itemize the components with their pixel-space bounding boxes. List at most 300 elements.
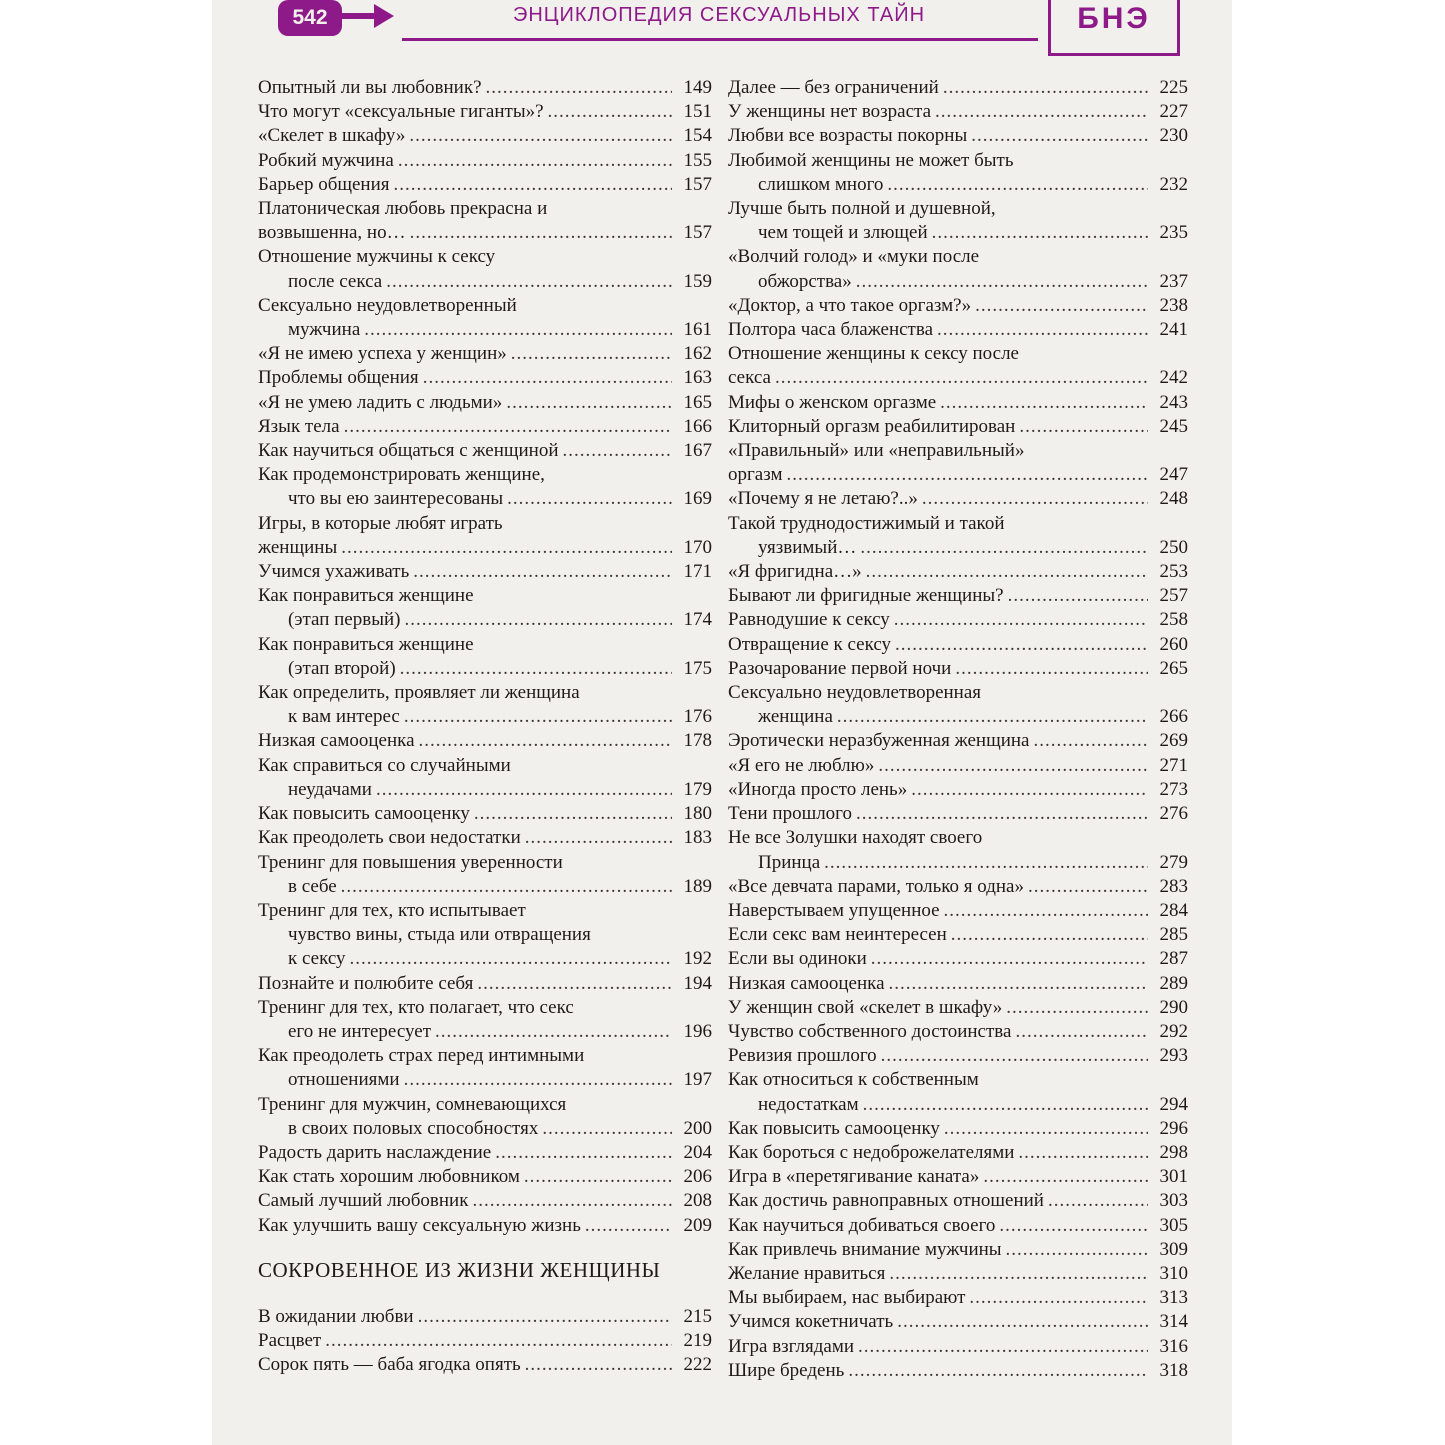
toc-entry-row (728, 996, 1188, 1020)
toc-entry (258, 173, 712, 197)
dot-leader (863, 1093, 1148, 1117)
toc-entry-title: Как преодолеть свои недостатки (258, 827, 521, 849)
toc-entry-row (258, 366, 712, 390)
toc-entry-title-line: Как понравиться женщине (258, 585, 474, 607)
toc-entry (258, 584, 712, 632)
toc-entry-title-line: Как справиться со случайными (258, 754, 511, 776)
toc-entry (728, 633, 1188, 657)
toc-entry-title: Эротически неразбуженная женщина (728, 730, 1030, 752)
toc-entry-title: Учимся ухаживать (258, 561, 410, 583)
toc-entry-title: Шире бредень (728, 1359, 845, 1381)
dot-leader (325, 1329, 672, 1353)
dot-leader (376, 778, 672, 802)
toc-entry-title: Наверстываем упущенное (728, 899, 940, 921)
toc-entry-row (728, 947, 1188, 971)
toc-entry-page: 230 (1159, 125, 1188, 147)
toc-entry-row (728, 1141, 1188, 1165)
toc-entry-page: 196 (683, 1020, 712, 1042)
toc-entry-title: Клиторный оргазм реабилитирован (728, 415, 1016, 437)
toc-entry (728, 1286, 1188, 1310)
toc-entry (258, 826, 712, 850)
dot-leader (878, 754, 1148, 778)
toc-entry-page: 289 (1159, 972, 1188, 994)
toc-entry-title: возвышенна, но… (258, 222, 406, 244)
toc-entry-title: Низкая самооценка (258, 730, 415, 752)
toc-entry-page: 179 (683, 778, 712, 800)
toc-entry-title: Разочарование первой ночи (728, 657, 952, 679)
dot-leader (775, 366, 1148, 390)
dot-leader (955, 657, 1148, 681)
toc-entry-title: Если вы одиноки (728, 948, 867, 970)
toc-entry-page: 273 (1159, 778, 1188, 800)
toc-entry-title: Бывают ли фригидные женщины? (728, 585, 1004, 607)
dot-leader (969, 1286, 1148, 1310)
toc-entry-title: Опытный ли вы любовник? (258, 77, 482, 98)
toc-entry-row (258, 972, 712, 996)
toc-entry-page: 209 (683, 1214, 712, 1236)
toc-entry-title: Ревизия прошлого (728, 1045, 877, 1067)
dot-leader (889, 1262, 1148, 1286)
dot-leader (495, 1141, 672, 1165)
toc-entry-title-line: Как определить, проявляет ли женщина (258, 682, 580, 704)
dot-leader (486, 76, 672, 100)
toc-entry-row (728, 657, 1188, 681)
dot-leader (525, 826, 672, 850)
dot-leader (894, 608, 1148, 632)
toc-entry-title: «Я фригидна…» (728, 561, 862, 583)
toc-entry-row (258, 802, 712, 826)
toc-entry-title: чем тощей и злющей (758, 222, 928, 244)
toc-entry-title: его не интересует (288, 1020, 432, 1042)
toc-entry (258, 415, 712, 439)
toc-entry-title: «Скелет в шкафу» (258, 125, 406, 147)
toc-entry (728, 76, 1188, 100)
toc-entry (258, 1329, 712, 1353)
toc-entry (728, 487, 1188, 511)
toc-entry-page: 279 (1159, 851, 1188, 873)
toc-entry-page: 194 (683, 972, 712, 994)
toc-entry-page: 293 (1159, 1045, 1188, 1067)
toc-entry-page: 283 (1159, 875, 1188, 897)
toc-entry-title: Как научиться общаться с женщиной (258, 440, 559, 462)
toc-entry-title: после секса (288, 270, 383, 292)
toc-entry-row (728, 1262, 1188, 1286)
toc-entry-row (728, 76, 1188, 100)
toc-entry-title-line: Игры, в которые любят играть (258, 512, 503, 534)
dot-leader (895, 633, 1148, 657)
arrow-head-icon (374, 4, 394, 28)
toc-entry-row (258, 947, 712, 971)
dot-leader (787, 463, 1149, 487)
toc-entry (728, 415, 1188, 439)
toc-entry (258, 463, 712, 511)
toc-entry-row (728, 729, 1188, 753)
toc-entry-page: 204 (683, 1141, 712, 1163)
toc-entry-title: Игра взглядами (728, 1335, 855, 1357)
toc-entry-row (258, 729, 712, 753)
toc-entry (258, 1165, 712, 1189)
toc-entry-title: женщины (258, 536, 338, 558)
toc-entry-row (258, 76, 712, 100)
toc-entry-page: 206 (683, 1166, 712, 1188)
toc-entry-row (728, 923, 1188, 947)
toc-entry-page: 174 (683, 609, 712, 631)
dot-leader (398, 149, 672, 173)
toc-entry-row (258, 342, 712, 366)
toc-entry-page: 238 (1159, 294, 1188, 316)
toc-entry (728, 1359, 1188, 1383)
toc-entry-row (258, 1020, 712, 1044)
toc-entry-row (728, 1359, 1188, 1383)
toc-entry-page: 163 (683, 367, 712, 389)
toc-entry-row (728, 754, 1188, 778)
dot-leader (856, 802, 1148, 826)
toc-entry-page: 296 (1159, 1117, 1188, 1139)
toc-entry-page: 227 (1159, 101, 1188, 123)
toc-entry-row (728, 1189, 1188, 1213)
toc-entry-row (728, 1117, 1188, 1141)
toc-entry-page: 154 (683, 125, 712, 147)
toc-entry (728, 100, 1188, 124)
toc-entry (728, 1335, 1188, 1359)
dot-leader (542, 1117, 672, 1141)
dot-leader (419, 729, 672, 753)
dot-leader (935, 100, 1148, 124)
toc-entry-title: Желание нравиться (728, 1262, 886, 1284)
toc-entry-row (258, 1189, 712, 1213)
toc-entry-page: 247 (1159, 464, 1188, 486)
toc-entry (258, 439, 712, 463)
toc-entry-row (728, 972, 1188, 996)
dot-leader (944, 1117, 1148, 1141)
toc-entry-title: Как повысить самооценку (728, 1117, 940, 1139)
toc-entry-page: 316 (1159, 1335, 1188, 1357)
toc-entries-right (728, 76, 1188, 1383)
dot-leader (866, 560, 1148, 584)
toc-entry-page: 245 (1159, 415, 1188, 437)
toc-entry-page: 219 (683, 1329, 712, 1351)
dot-leader (837, 705, 1148, 729)
toc-left-column (258, 76, 712, 1377)
toc-entry-page: 313 (1159, 1287, 1188, 1309)
toc-entry-title: Любви все возрасты покорны (728, 125, 968, 147)
toc-entry (728, 802, 1188, 826)
toc-entry-title-line: Тренинг для тех, кто испытывает (258, 899, 526, 921)
toc-entry-row (258, 100, 712, 124)
dot-leader (525, 1353, 672, 1377)
toc-entry-page: 180 (683, 803, 712, 825)
toc-entry (728, 729, 1188, 753)
header-rule (402, 38, 1038, 41)
toc-entry-title-line: чувство вины, стыда или отвращения (288, 924, 591, 946)
dot-leader (413, 560, 672, 584)
toc-entry (258, 1189, 712, 1213)
toc-entry (258, 560, 712, 584)
toc-entry-title: «Я не имею успеха у женщин» (258, 343, 507, 365)
toc-entry-title: Радость дарить наслаждение (258, 1141, 492, 1163)
dot-leader (341, 536, 672, 560)
toc-entry (728, 899, 1188, 923)
toc-entry (258, 1305, 712, 1329)
toc-entry (728, 826, 1188, 874)
toc-entry (258, 1141, 712, 1165)
toc-entry (258, 197, 712, 245)
toc-entry-title: к вам интерес (288, 706, 400, 728)
toc-entry (728, 1068, 1188, 1116)
toc-entry (728, 318, 1188, 342)
toc-entry (728, 1214, 1188, 1238)
dot-leader (1028, 875, 1148, 899)
toc-entry-row (728, 270, 1188, 294)
toc-entry-page: 265 (1159, 657, 1188, 679)
toc-entry-page: 287 (1159, 948, 1188, 970)
toc-entry-row (728, 487, 1188, 511)
toc-entry-row (258, 173, 712, 197)
section-title: СОКРОВЕННОЕ ИЗ ЖИЗНИ ЖЕНЩИНЫ (258, 1257, 661, 1282)
toc-entry (258, 1093, 712, 1141)
toc-entry-row (258, 149, 712, 173)
toc-entry-title: отношениями (288, 1069, 400, 1091)
toc-entry-row (258, 560, 712, 584)
dot-leader (881, 1044, 1148, 1068)
toc-entry (728, 923, 1188, 947)
toc-entry-page: 176 (683, 706, 712, 728)
toc-entry-title-line: Отношение мужчины к сексу (258, 246, 496, 268)
dot-leader (975, 294, 1148, 318)
toc-entry-page: 215 (683, 1305, 712, 1327)
toc-entry-title: «Почему я не летаю?..» (728, 488, 918, 510)
toc-entry-title: что вы ею заинтересованы (288, 488, 504, 510)
dot-leader (474, 802, 672, 826)
dot-leader (1006, 1238, 1148, 1262)
toc-entry-page: 243 (1159, 391, 1188, 413)
toc-entry (728, 584, 1188, 608)
toc-entry-row (258, 487, 712, 511)
toc-entry-title: Язык тела (258, 415, 340, 437)
toc-entry (728, 439, 1188, 487)
toc-entry-title: Игра в «перетягивание каната» (728, 1166, 980, 1188)
toc-entry (728, 149, 1188, 197)
toc-entry-title: в своих половых способностях (288, 1117, 539, 1139)
toc-entry-title-line: Лучше быть полной и душевной, (728, 198, 996, 220)
toc-entry-row (258, 657, 712, 681)
dot-leader (409, 124, 672, 148)
toc-entry-title: Как повысить самооценку (258, 803, 470, 825)
toc-entry-row (728, 1044, 1188, 1068)
dot-leader (524, 1165, 672, 1189)
toc-entry (728, 947, 1188, 971)
toc-entry-title: секса (728, 367, 771, 389)
toc-entry (728, 391, 1188, 415)
dot-leader (1019, 415, 1148, 439)
dot-leader (1008, 584, 1148, 608)
toc-entry-row (258, 536, 712, 560)
page-number: 542 (278, 0, 342, 36)
dot-leader (404, 608, 672, 632)
toc-entry-title: «Я не умею ладить с людьми» (258, 391, 503, 413)
toc-entry-title-line: Тренинг для тех, кто полагает, что секс (258, 996, 574, 1018)
toc-entry-title-line: «Правильный» или «неправильный» (728, 440, 1025, 462)
toc-entry-row (728, 318, 1188, 342)
dot-leader (394, 173, 673, 197)
toc-entry (258, 366, 712, 390)
toc-entry-row (258, 1068, 712, 1092)
toc-entry-title: В ожидании любви (258, 1305, 414, 1327)
toc-entry (728, 754, 1188, 778)
dot-leader (940, 391, 1148, 415)
toc-entry-title: Как привлечь внимание мужчины (728, 1238, 1002, 1260)
toc-section-entries (258, 1305, 712, 1378)
toc-entry-page: 253 (1159, 561, 1188, 583)
dot-leader (922, 487, 1148, 511)
toc-entry (258, 972, 712, 996)
dot-leader (860, 536, 1148, 560)
toc-entry-title-line: Любимой женщины не может быть (728, 149, 1014, 171)
toc-entry (728, 294, 1188, 318)
toc-entry-title: уязвимый… (758, 536, 857, 558)
toc-entry-title: недостаткам (758, 1093, 859, 1115)
toc-entry-row (728, 100, 1188, 124)
toc-entry-page: 294 (1159, 1093, 1188, 1115)
toc-entry (728, 657, 1188, 681)
toc-entry-row (258, 439, 712, 463)
toc-entry (258, 391, 712, 415)
dot-leader (435, 1020, 672, 1044)
toc-entry (258, 754, 712, 802)
dot-leader (889, 972, 1148, 996)
toc-entry-row (258, 1353, 712, 1377)
toc-entry-title-line: Как понравиться женщине (258, 633, 474, 655)
toc-entry (728, 560, 1188, 584)
dot-leader (1048, 1189, 1148, 1213)
toc-entry-title: Полтора часа блаженства (728, 319, 934, 341)
dot-leader (1006, 996, 1148, 1020)
toc-entry-title: Расцвет (258, 1329, 322, 1351)
toc-entry-page: 290 (1159, 996, 1188, 1018)
dot-leader (472, 1189, 672, 1213)
dot-leader (477, 972, 672, 996)
toc-entry (258, 149, 712, 173)
dot-leader (350, 947, 672, 971)
toc-entry-title: в себе (288, 875, 337, 897)
toc-entry-page: 161 (683, 319, 712, 341)
toc-entry-page: 166 (683, 415, 712, 437)
toc-entries-left (258, 76, 712, 1238)
dot-leader (344, 415, 672, 439)
toc-entry (258, 245, 712, 293)
toc-entry-page: 159 (683, 270, 712, 292)
toc-entry-title-line: Как относиться к собственным (728, 1069, 979, 1091)
toc-entry-page: 242 (1159, 367, 1188, 389)
toc-entry-page: 162 (683, 343, 712, 365)
toc-entry-page: 284 (1159, 899, 1188, 921)
toc-entry (728, 1044, 1188, 1068)
toc-entry-title-line: Сексуально неудовлетворенная (728, 682, 982, 704)
toc-entry-page: 149 (683, 77, 712, 98)
toc-entry-title: У женщин свой «скелет в шкафу» (728, 996, 1003, 1018)
toc-entry-page: 189 (683, 875, 712, 897)
dot-leader (563, 439, 672, 463)
dot-leader (506, 391, 672, 415)
toc-entry (728, 1238, 1188, 1262)
toc-entry-title-line: Как продемонстрировать женщине, (258, 464, 545, 486)
toc-entry-row (258, 124, 712, 148)
dot-leader (999, 1214, 1148, 1238)
toc-entry-row (728, 1286, 1188, 1310)
toc-entry-page: 237 (1159, 270, 1188, 292)
toc-entry-page: 167 (683, 440, 712, 462)
toc-entry-page: 155 (683, 149, 712, 171)
toc-entry-title: оргазм (728, 464, 783, 486)
toc-entry-title: Как стать хорошим любовником (258, 1166, 520, 1188)
dot-leader (951, 923, 1148, 947)
toc-entry (258, 100, 712, 124)
toc-entry-title: обжорства» (758, 270, 852, 292)
toc-entry-title-line: Такой труднодостижимый и такой (728, 512, 1005, 534)
dot-leader (404, 705, 672, 729)
dot-leader (1015, 1020, 1148, 1044)
toc-entry-title-line: «Волчий голод» и «муки после (728, 246, 980, 268)
toc-entry (728, 124, 1188, 148)
dot-leader (887, 173, 1148, 197)
toc-entry-title: Как бороться с недоброжелателями (728, 1141, 1015, 1163)
toc-entry (728, 1020, 1188, 1044)
toc-entry-title-line: Отношение женщины к сексу после (728, 343, 1019, 365)
toc-entry (728, 681, 1188, 729)
toc-entry-page: 200 (683, 1117, 712, 1139)
toc-entry-row (258, 1329, 712, 1353)
toc-entry-title: Низкая самооценка (728, 972, 885, 994)
toc-entry-page: 271 (1159, 754, 1188, 776)
toc-entry-row (728, 1020, 1188, 1044)
toc-entry-title: «Доктор, а что такое оргазм?» (728, 294, 972, 316)
toc-entry-row (728, 584, 1188, 608)
toc-entry-title: Как научиться добиваться своего (728, 1214, 996, 1236)
toc-entry-page: 257 (1159, 585, 1188, 607)
toc-entry-page: 157 (683, 222, 712, 244)
toc-entry-row (728, 1093, 1188, 1117)
toc-entry-title: мужчина (288, 319, 361, 341)
toc-entry-title: слишком много (758, 173, 884, 195)
toc-entry (728, 197, 1188, 245)
toc-entry-page: 303 (1159, 1190, 1188, 1212)
toc-entry-title: Что могут «сексуальные гиганты»? (258, 101, 544, 123)
toc-entry-row (258, 1117, 712, 1141)
dot-leader (911, 778, 1148, 802)
dot-leader (410, 221, 672, 245)
toc-entry (258, 294, 712, 342)
toc-entry-page: 192 (683, 948, 712, 970)
toc-entry-row (728, 366, 1188, 390)
toc-entry-title: Принца (758, 851, 821, 873)
dot-leader (548, 100, 672, 124)
toc-entry (728, 1141, 1188, 1165)
toc-entry-row (728, 1238, 1188, 1262)
toc-entry (258, 681, 712, 729)
toc-entry-page: 165 (683, 391, 712, 413)
dot-leader (824, 851, 1148, 875)
toc-entry-page: 178 (683, 730, 712, 752)
toc-entry-row (728, 294, 1188, 318)
toc-entry-title-line: Как преодолеть страх перед интимными (258, 1045, 585, 1067)
toc-entry-page: 298 (1159, 1141, 1188, 1163)
toc-entry-row (258, 391, 712, 415)
dot-leader (1034, 729, 1149, 753)
dot-leader (983, 1165, 1148, 1189)
toc-entry-row (728, 173, 1188, 197)
dot-leader (423, 366, 672, 390)
toc-entry-row (258, 1305, 712, 1329)
